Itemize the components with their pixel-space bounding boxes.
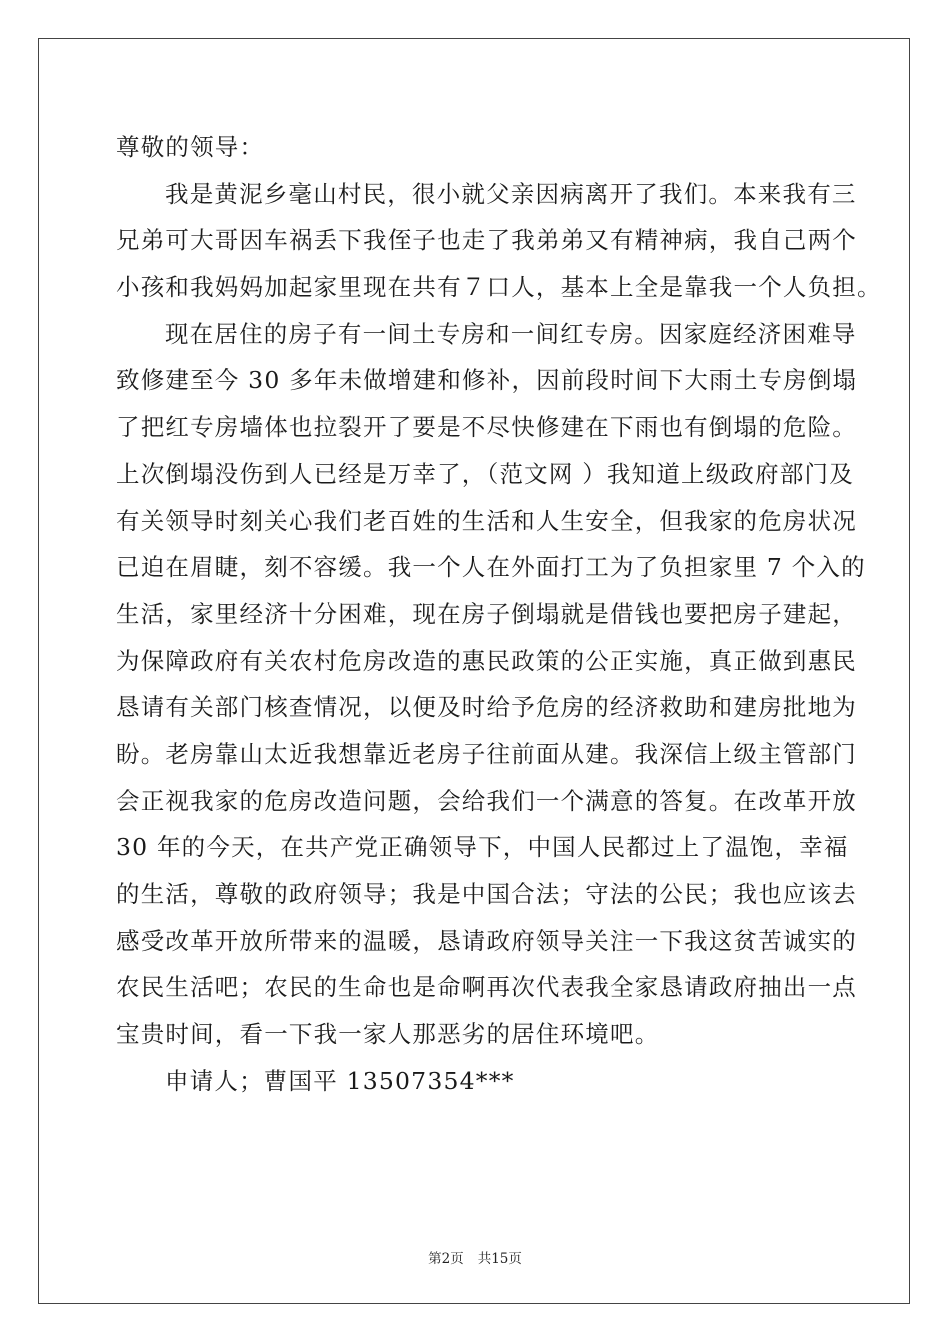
letter-line: 兄弟可大哥因车祸丢下我侄子也走了我弟弟又有精神病，我自己两个 bbox=[116, 226, 857, 255]
page-number-current: 第2页 bbox=[428, 1251, 464, 1267]
applicant-signature: 申请人；曹国平 13507354*** bbox=[165, 1066, 515, 1095]
letter-line: 感受改革开放所带来的温暖，恳请政府领导关注一下我这贫苦诚实的 bbox=[116, 926, 857, 955]
letter-line: 生活，家里经济十分困难，现在房子倒塌就是借钱也要把房子建起， bbox=[116, 599, 857, 628]
letter-line: 农民生活吧；农民的生命也是命啊再次代表我全家恳请政府抽出一点 bbox=[116, 973, 857, 1002]
letter-line: 为保障政府有关农村危房改造的惠民政策的公正实施，真正做到惠民 bbox=[116, 646, 857, 675]
letter-line: 宝贵时间，看一下我一家人那恶劣的居住环境吧。 bbox=[116, 1020, 660, 1049]
letter-paragraphs bbox=[116, 171, 882, 1058]
letter-line: 会正视我家的危房改造问题，会给我们一个满意的答复。在改革开放 bbox=[116, 786, 857, 815]
letter-line: 致修建至今 30 多年未做增建和修补，因前段时间下大雨土专房倒塌 bbox=[116, 366, 858, 395]
letter-line: 了把红专房墙体也拉裂开了要是不尽快修建在下雨也有倒塌的危险。 bbox=[116, 413, 857, 442]
salutation: 尊敬的领导： bbox=[116, 133, 265, 161]
page-footer bbox=[0, 1247, 950, 1267]
letter-line: 恳请有关部门核查情况，以便及时给予危房的经济救助和建房批地为 bbox=[116, 693, 857, 722]
letter-line: 我是黄泥乡毫山村民，很小就父亲因病离开了我们。本来我有三 bbox=[165, 179, 857, 208]
letter-body bbox=[116, 124, 882, 1104]
letter-line: 盼。老房靠山太近我想靠近老房子往前面从建。我深信上级主管部门 bbox=[116, 739, 857, 768]
letter-line: 已迫在眉睫，刻不容缓。我一个人在外面打工为了负担家里 7 个入的 bbox=[116, 553, 866, 582]
letter-line: 的生活，尊敬的政府领导；我是中国合法；守法的公民；我也应该去 bbox=[116, 880, 857, 908]
letter-line: 30 年的今天，在共产党正确领导下，中国人民都过上了温饱，幸福 bbox=[116, 833, 849, 862]
letter-line: 上次倒塌没伤到人已经是万幸了，（范文网 ）我知道上级政府部门及 bbox=[116, 459, 854, 488]
letter-line: 有关领导时刻关心我们老百姓的生活和人生安全，但我家的危房状况 bbox=[116, 506, 857, 535]
letter-line: 小孩和我妈妈加起家里现在共有７口人，基本上全是靠我一个人负担。 bbox=[116, 273, 882, 302]
letter-line: 现在居住的房子有一间土专房和一间红专房。因家庭经济困难导 bbox=[165, 319, 857, 348]
page-number-total: 共15页 bbox=[477, 1251, 522, 1267]
